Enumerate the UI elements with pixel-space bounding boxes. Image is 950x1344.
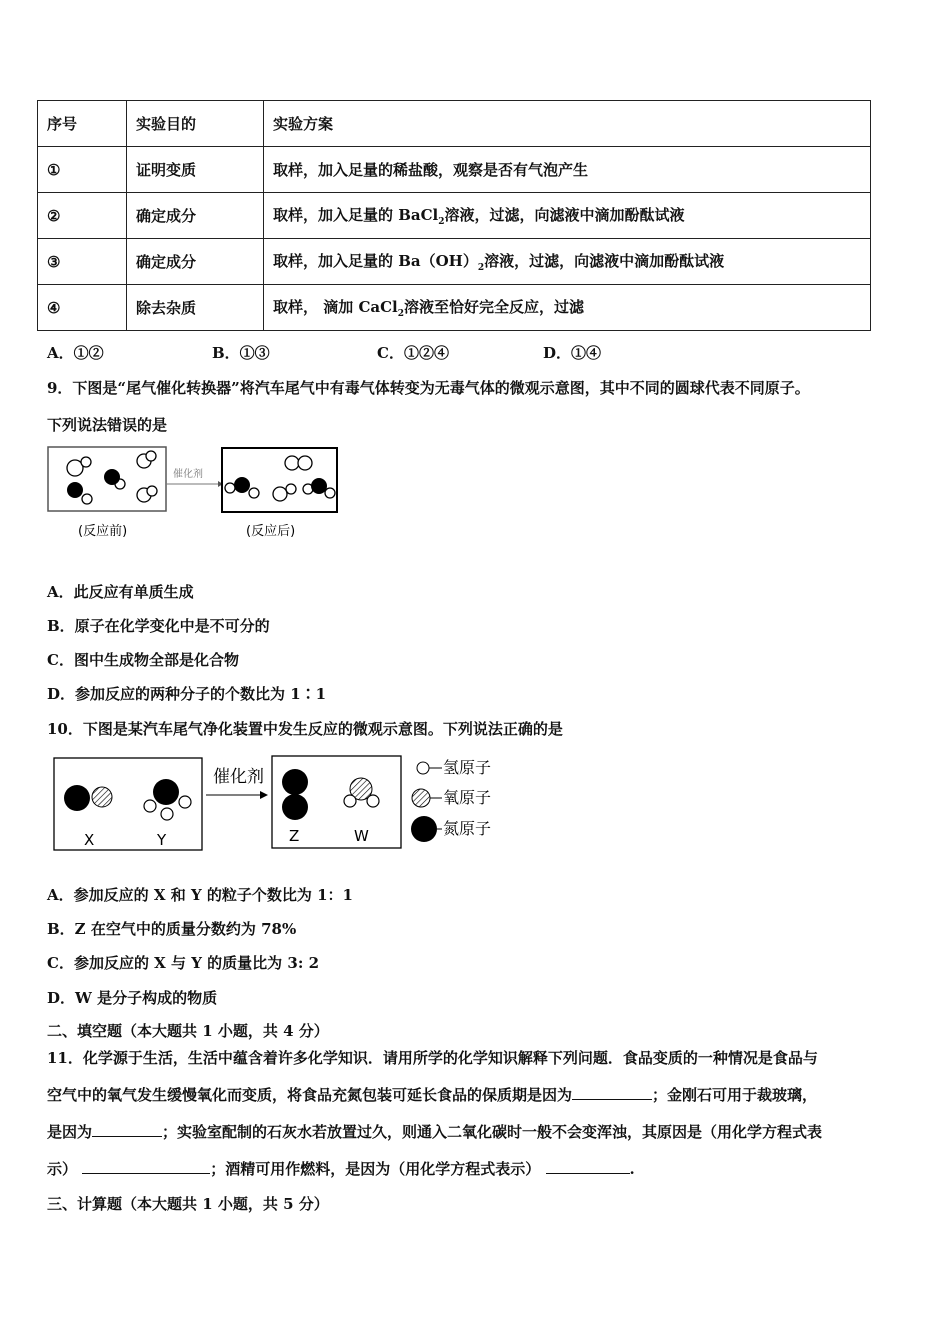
legend-oxygen: 氧原子 bbox=[443, 788, 492, 807]
q11-line-4 bbox=[47, 1158, 635, 1179]
subscript: 2 bbox=[477, 263, 485, 273]
text: 取样，加入足量的 Ba（OH） bbox=[273, 252, 478, 270]
after-label: (反应后) bbox=[246, 524, 296, 539]
text: 溶液至恰好完全反应，过滤 bbox=[404, 298, 585, 316]
text: 示） bbox=[47, 1160, 78, 1178]
q10-diagram bbox=[40, 750, 520, 860]
catalyst-label: 催化剂 bbox=[173, 469, 203, 480]
header-cell: 实验方案 bbox=[264, 101, 871, 147]
cell: 除去杂质 bbox=[127, 285, 264, 331]
q9-option-a: A．此反应有单质生成 bbox=[47, 583, 194, 601]
text: 取样， 滴加 CaCl bbox=[273, 298, 398, 316]
q9-diagram bbox=[40, 440, 350, 550]
header-cell: 序号 bbox=[38, 101, 127, 147]
q10-option-b: B．Z 在空气中的质量分数约为 78% bbox=[47, 920, 297, 938]
text: 是因为 bbox=[47, 1123, 93, 1141]
text: . bbox=[629, 1160, 635, 1178]
q10-stem: 10．下图是某汽车尾气净化装置中发生反应的微观示意图。下列说法正确的是 bbox=[47, 720, 563, 738]
cell: ④ bbox=[38, 285, 127, 331]
q11-line-3 bbox=[47, 1121, 822, 1142]
catalyst-label: 催化剂 bbox=[213, 767, 264, 787]
q9-option-d: D．参加反应的两种分子的个数比为 1∶1 bbox=[47, 685, 327, 703]
table-row bbox=[38, 193, 871, 239]
cell: ① bbox=[38, 147, 127, 193]
text: ；金刚石可用于裁玻璃， bbox=[652, 1086, 818, 1104]
w-label: W bbox=[354, 827, 369, 845]
z-label: Z bbox=[289, 827, 300, 845]
option-d: D．①④ bbox=[543, 344, 602, 362]
q10-option-c: C．参加反应的 X 与 Y 的质量比为 3: 2 bbox=[47, 954, 320, 972]
text: ；实验室配制的石灰水若放置过久，则通入二氧化碳时一般不会变浑浊，其原因是（用化学方程式表 bbox=[162, 1123, 823, 1141]
section-2-heading: 二、填空题（本大题共 1 小题，共 4 分） bbox=[47, 1022, 329, 1040]
table-row bbox=[38, 147, 871, 193]
before-label: (反应前) bbox=[78, 524, 128, 539]
cell: 证明变质 bbox=[127, 147, 264, 193]
answer-blank-3[interactable] bbox=[82, 1159, 210, 1174]
table-header bbox=[38, 101, 871, 147]
table-row bbox=[38, 285, 871, 331]
answer-blank-4[interactable] bbox=[546, 1159, 630, 1174]
cell bbox=[264, 285, 871, 331]
text: 空气中的氧气发生缓慢氧化而变质，将食品充氮包装可延长食品的保质期是因为 bbox=[47, 1086, 573, 1104]
q9-option-c: C．图中生成物全部是化合物 bbox=[47, 651, 239, 669]
answer-blank-1[interactable] bbox=[572, 1085, 652, 1100]
option-b: B．①③ bbox=[212, 344, 270, 362]
cell bbox=[264, 193, 871, 239]
section-3-heading: 三、计算题（本大题共 1 小题，共 5 分） bbox=[47, 1195, 329, 1213]
header-cell: 实验目的 bbox=[127, 101, 264, 147]
answer-blank-2[interactable] bbox=[92, 1122, 162, 1137]
q9-stem: 9．下图是“尾气催化转换器”将汽车尾气中有毒气体转变为无毒气体的微观示意图，其中不同的圆球代表不同原子。 bbox=[47, 379, 810, 397]
q9-stem-2: 下列说法错误的是 bbox=[47, 416, 168, 434]
table-row bbox=[38, 239, 871, 285]
x-label: X bbox=[84, 831, 95, 849]
cell: ② bbox=[38, 193, 127, 239]
subscript: 2 bbox=[397, 309, 405, 319]
cell: 确定成分 bbox=[127, 239, 264, 285]
q10-option-d: D．W 是分子构成的物质 bbox=[47, 989, 218, 1007]
option-c: C．①②④ bbox=[377, 344, 449, 362]
experiment-table bbox=[37, 100, 871, 331]
cell: ③ bbox=[38, 239, 127, 285]
q11-line-2 bbox=[47, 1084, 817, 1105]
text: ；酒精可用作燃料，是因为（用化学方程式表示） bbox=[210, 1160, 541, 1178]
cell bbox=[264, 239, 871, 285]
q10-option-a: A．参加反应的 X 和 Y 的粒子个数比为 1：1 bbox=[47, 886, 353, 904]
cell: 确定成分 bbox=[127, 193, 264, 239]
q11-line-1: 11．化学源于生活，生活中蕴含着许多化学知识．请用所学的化学知识解释下列问题．食品变质的一种情况是食品与 bbox=[47, 1049, 818, 1067]
y-label: Y bbox=[157, 831, 167, 849]
option-a: A．①② bbox=[47, 344, 104, 362]
text: 溶液，过滤，向滤液中滴加酚酞试液 bbox=[484, 252, 725, 270]
subscript: 2 bbox=[438, 217, 445, 227]
text: 溶液，过滤，向滤液中滴加酚酞试液 bbox=[444, 206, 685, 224]
cell: 取样，加入足量的稀盐酸，观察是否有气泡产生 bbox=[264, 147, 871, 193]
legend-nitrogen: 氮原子 bbox=[443, 819, 492, 838]
q9-option-b: B．原子在化学变化中是不可分的 bbox=[47, 617, 270, 635]
text: 取样，加入足量的 BaCl bbox=[273, 206, 439, 224]
legend-hydrogen: 氢原子 bbox=[443, 758, 492, 777]
